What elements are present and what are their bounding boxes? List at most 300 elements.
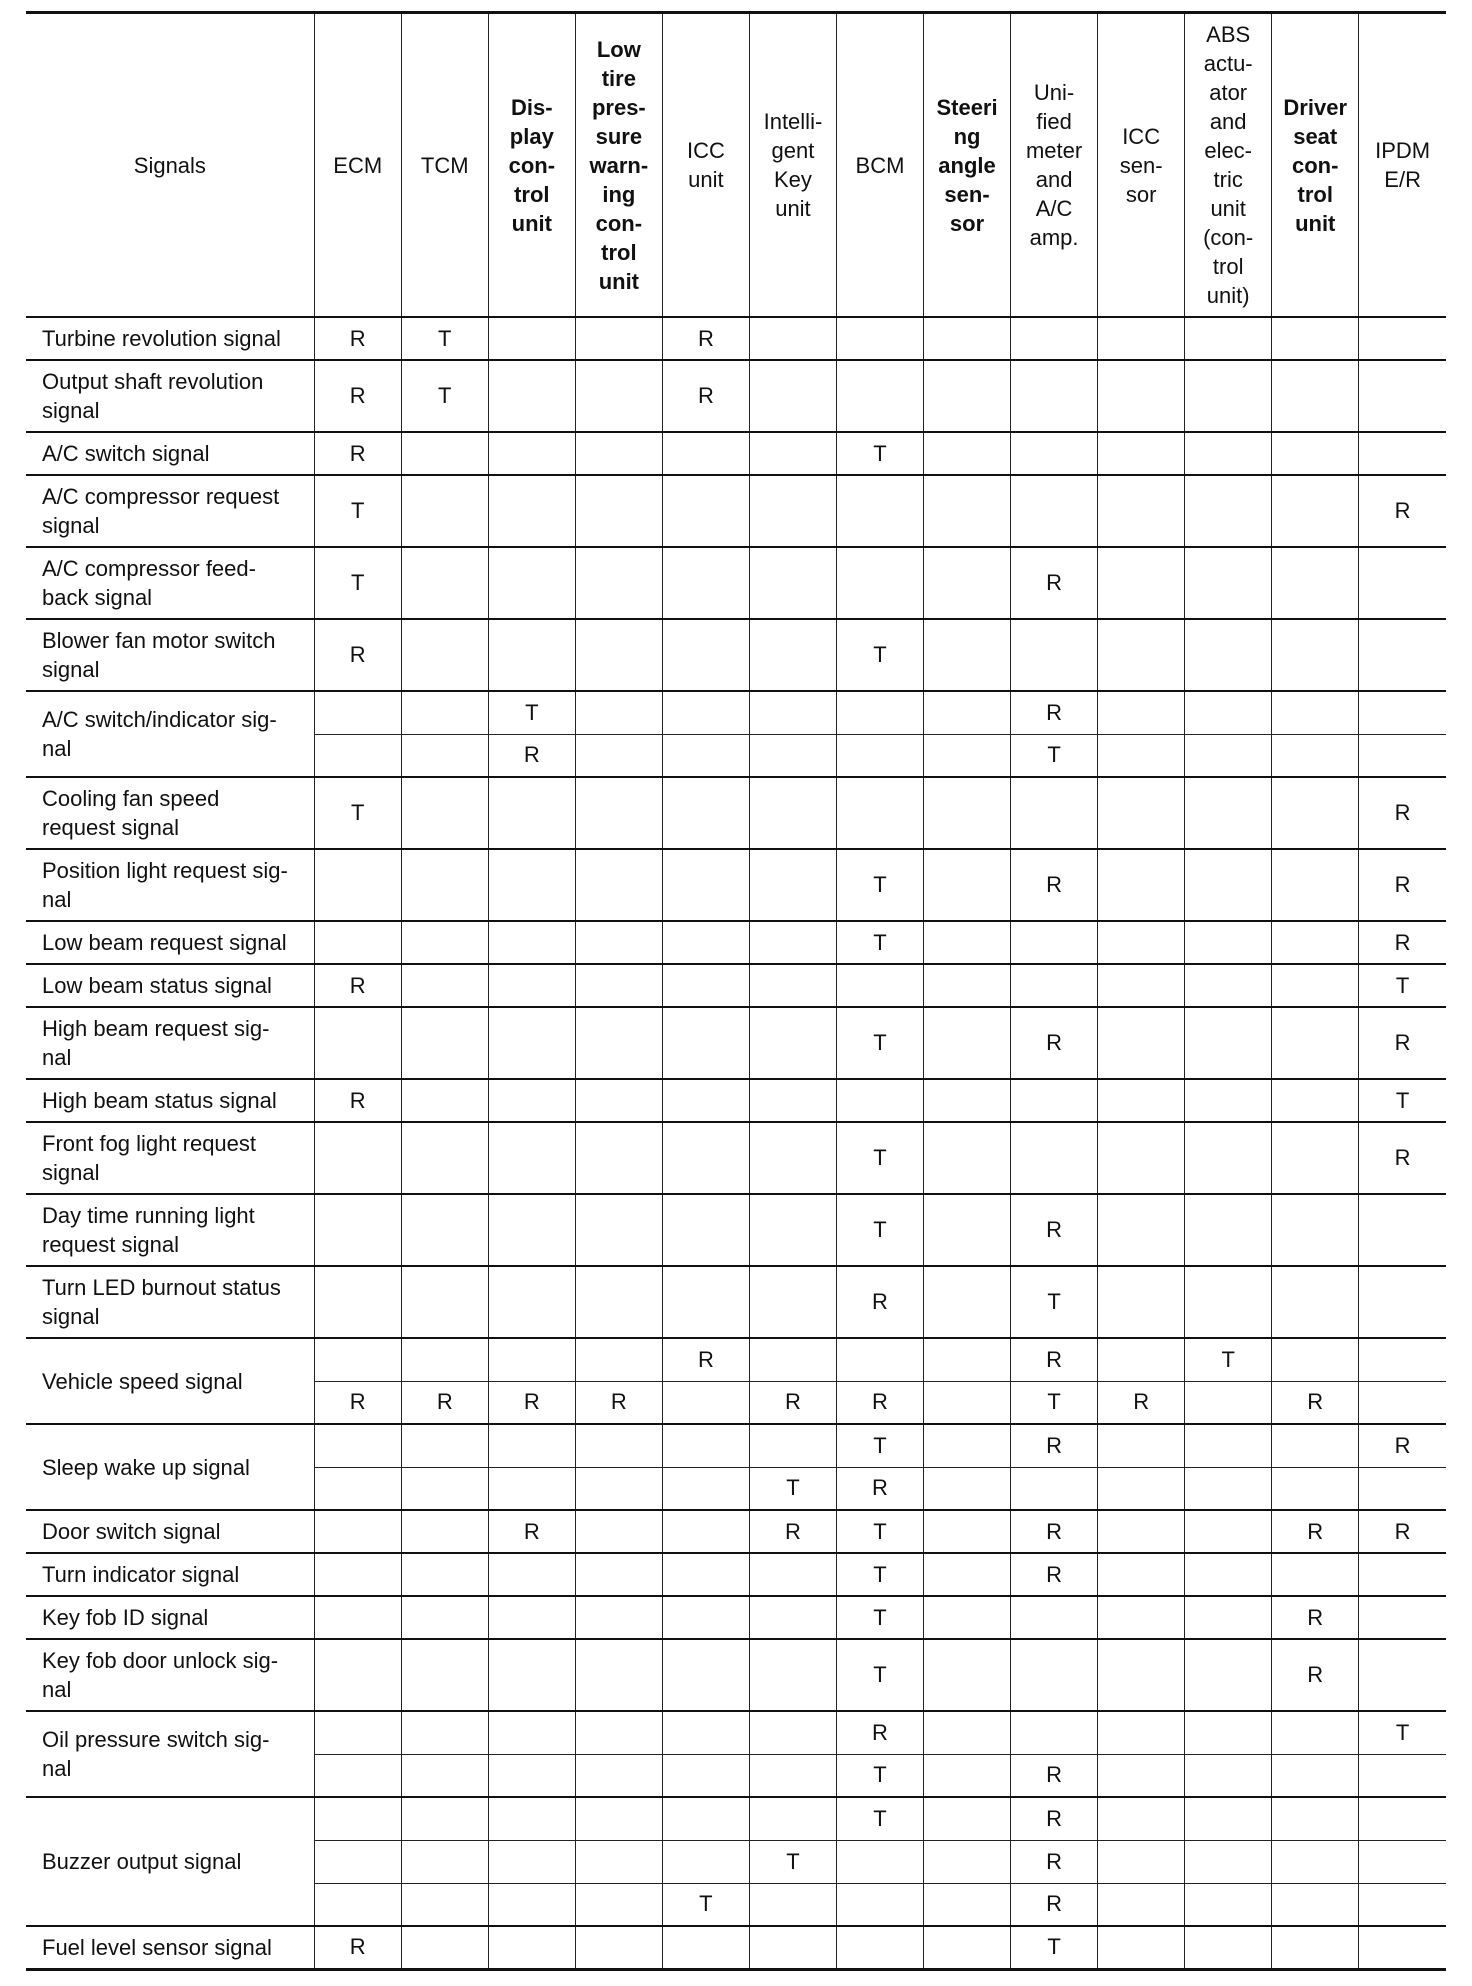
signal-cell <box>924 1596 1011 1639</box>
signal-cell <box>488 1266 575 1338</box>
signal-cell: R <box>1011 1553 1098 1596</box>
signal-cell <box>749 475 836 547</box>
signal-cell <box>924 1381 1011 1424</box>
signal-cell <box>924 1510 1011 1553</box>
signal-cell <box>575 1596 662 1639</box>
signal-cell <box>662 1754 749 1797</box>
signal-cell: T <box>836 1553 923 1596</box>
signal-cell <box>1098 849 1185 921</box>
signal-cell <box>401 1639 488 1711</box>
signal-cell <box>314 849 401 921</box>
signal-cell <box>924 1553 1011 1596</box>
table-body <box>26 317 1446 1969</box>
signal-cell <box>575 1122 662 1194</box>
signal-cell <box>488 1797 575 1840</box>
column-header: Steeri ng angle sen- sor <box>924 13 1011 318</box>
signal-cell <box>662 964 749 1007</box>
signal-cell <box>575 1754 662 1797</box>
signal-cell <box>836 777 923 849</box>
signal-cell <box>662 1926 749 1969</box>
signal-cell <box>749 619 836 691</box>
signal-cell: R <box>1359 1424 1446 1467</box>
signal-cell <box>488 921 575 964</box>
signal-cell <box>314 1639 401 1711</box>
signal-cell: T <box>314 547 401 619</box>
signal-cell <box>488 1711 575 1754</box>
signal-cell: T <box>836 1596 923 1639</box>
signal-cell <box>575 619 662 691</box>
signal-cell <box>1359 691 1446 734</box>
signal-cell <box>662 1266 749 1338</box>
signal-cell <box>924 1266 1011 1338</box>
signal-cell <box>749 360 836 432</box>
signal-cell <box>1098 1840 1185 1883</box>
signal-cell <box>836 734 923 777</box>
signal-cell <box>1272 691 1359 734</box>
signal-cell: R <box>1359 1007 1446 1079</box>
signal-cell: R <box>314 1926 401 1969</box>
signal-cell <box>1185 777 1272 849</box>
table-row <box>26 1553 1446 1596</box>
signal-cell <box>401 1840 488 1883</box>
signal-cell <box>924 1639 1011 1711</box>
table-row <box>26 777 1446 849</box>
signal-name: Oil pressure switch sig- nal <box>26 1711 314 1797</box>
signal-cell <box>401 1596 488 1639</box>
signal-cell <box>749 1424 836 1467</box>
signal-cell <box>1359 1266 1446 1338</box>
signal-cell <box>575 1424 662 1467</box>
signal-cell: R <box>488 734 575 777</box>
signal-name: Front fog light request signal <box>26 1122 314 1194</box>
signal-cell <box>1098 1797 1185 1840</box>
signal-cell: T <box>836 1754 923 1797</box>
signal-cell: R <box>1011 849 1098 921</box>
signal-cell <box>924 619 1011 691</box>
signal-cell <box>749 1797 836 1840</box>
signal-cell <box>1185 849 1272 921</box>
signal-cell <box>1272 1883 1359 1926</box>
signal-cell: R <box>662 1338 749 1381</box>
signal-cell <box>314 921 401 964</box>
signal-cell <box>401 1122 488 1194</box>
signal-cell <box>924 1079 1011 1122</box>
signal-cell: T <box>836 1510 923 1553</box>
signal-cell <box>1098 691 1185 734</box>
signal-cell <box>749 1266 836 1338</box>
signal-cell <box>488 849 575 921</box>
signal-cell: R <box>314 964 401 1007</box>
signal-cell: R <box>314 619 401 691</box>
signal-cell: R <box>488 1381 575 1424</box>
signal-cell <box>924 432 1011 475</box>
signal-cell <box>662 1381 749 1424</box>
table-row <box>26 1510 1446 1553</box>
signal-cell <box>836 691 923 734</box>
signal-cell <box>488 1754 575 1797</box>
signal-cell <box>662 1711 749 1754</box>
signal-cell <box>488 1122 575 1194</box>
signal-cell: R <box>1098 1381 1185 1424</box>
signal-cell <box>314 1007 401 1079</box>
signal-cell <box>1098 1007 1185 1079</box>
signal-name: Day time running light request signal <box>26 1194 314 1266</box>
signal-cell <box>1272 475 1359 547</box>
signal-cell <box>488 475 575 547</box>
signal-cell <box>1272 921 1359 964</box>
signal-cell <box>1098 1194 1185 1266</box>
table-row <box>26 1424 1446 1467</box>
signal-cell <box>575 691 662 734</box>
signal-cell <box>1011 777 1098 849</box>
signal-cell <box>749 1596 836 1639</box>
signal-cell <box>575 1711 662 1754</box>
signal-name: Buzzer output signal <box>26 1797 314 1926</box>
signal-cell: R <box>662 317 749 360</box>
signal-cell <box>924 1122 1011 1194</box>
signal-name: Output shaft revolution signal <box>26 360 314 432</box>
signal-cell <box>1272 1840 1359 1883</box>
signal-cell <box>575 547 662 619</box>
signals-header: Signals <box>26 13 314 318</box>
signal-cell: R <box>1359 849 1446 921</box>
signal-cell <box>1359 1381 1446 1424</box>
signal-cell <box>401 1338 488 1381</box>
signal-cell <box>662 691 749 734</box>
signal-cell <box>488 1194 575 1266</box>
signal-cell <box>1359 1338 1446 1381</box>
signal-cell <box>1185 1926 1272 1969</box>
column-header: ECM <box>314 13 401 318</box>
signal-cell: T <box>1011 734 1098 777</box>
signal-cell <box>1185 1711 1272 1754</box>
table-row <box>26 1122 1446 1194</box>
signal-cell: T <box>1359 964 1446 1007</box>
signal-cell <box>662 777 749 849</box>
table-row <box>26 1079 1446 1122</box>
signal-cell <box>662 1424 749 1467</box>
signal-cell <box>1098 1553 1185 1596</box>
signal-cell <box>1185 317 1272 360</box>
signal-cell <box>924 1338 1011 1381</box>
signal-cell <box>1185 619 1272 691</box>
can-signal-table <box>26 11 1446 1971</box>
signal-cell: R <box>836 1381 923 1424</box>
signal-name: Turbine revolution signal <box>26 317 314 360</box>
signal-cell: T <box>1011 1926 1098 1969</box>
signal-cell <box>1359 1467 1446 1510</box>
signal-cell <box>924 921 1011 964</box>
signal-cell <box>1272 317 1359 360</box>
signal-cell: T <box>836 921 923 964</box>
signal-cell: T <box>401 317 488 360</box>
signal-cell: T <box>836 1007 923 1079</box>
signal-cell: T <box>314 475 401 547</box>
signal-cell <box>1011 475 1098 547</box>
signal-cell <box>836 1840 923 1883</box>
signal-cell <box>1098 921 1185 964</box>
signal-cell <box>662 475 749 547</box>
signal-cell <box>314 1338 401 1381</box>
signal-cell: R <box>1011 1194 1098 1266</box>
signal-cell: R <box>575 1381 662 1424</box>
signal-cell <box>1272 1122 1359 1194</box>
signal-cell: R <box>1011 1754 1098 1797</box>
signal-cell <box>1011 921 1098 964</box>
signal-cell <box>1272 1266 1359 1338</box>
signal-name: Sleep wake up signal <box>26 1424 314 1510</box>
signal-cell: R <box>1272 1510 1359 1553</box>
signal-cell: T <box>1359 1711 1446 1754</box>
signal-name: Low beam request signal <box>26 921 314 964</box>
signal-cell <box>836 547 923 619</box>
table-row <box>26 1007 1446 1079</box>
signal-cell: R <box>1359 475 1446 547</box>
signal-cell <box>749 734 836 777</box>
signal-cell <box>749 1883 836 1926</box>
signal-cell <box>1098 619 1185 691</box>
column-header: ICC sen- sor <box>1098 13 1185 318</box>
signal-cell <box>488 1467 575 1510</box>
signal-cell <box>662 1553 749 1596</box>
signal-cell <box>401 1926 488 1969</box>
signal-cell <box>314 1553 401 1596</box>
signal-cell <box>1098 734 1185 777</box>
signal-cell <box>488 1639 575 1711</box>
signal-cell <box>662 1122 749 1194</box>
signal-cell <box>1272 1424 1359 1467</box>
signal-cell <box>575 1467 662 1510</box>
signal-cell <box>314 1424 401 1467</box>
signal-cell <box>1272 432 1359 475</box>
signal-cell <box>1185 1754 1272 1797</box>
column-header: Dis- play con- trol unit <box>488 13 575 318</box>
signal-cell <box>1011 1467 1098 1510</box>
signal-cell <box>1359 1194 1446 1266</box>
signal-cell <box>401 547 488 619</box>
signal-cell <box>575 1840 662 1883</box>
signal-cell <box>924 1467 1011 1510</box>
column-header: Low tire pres- sure warn- ing con- trol unit <box>575 13 662 318</box>
signal-name: A/C compressor feed- back signal <box>26 547 314 619</box>
table-row <box>26 1596 1446 1639</box>
signal-cell <box>924 475 1011 547</box>
signal-cell <box>1098 547 1185 619</box>
signal-cell <box>1185 1467 1272 1510</box>
signal-cell <box>749 317 836 360</box>
table-row <box>26 691 1446 734</box>
signal-cell <box>1272 849 1359 921</box>
signal-cell <box>575 317 662 360</box>
signal-name: A/C switch signal <box>26 432 314 475</box>
signal-cell <box>401 1266 488 1338</box>
signal-cell <box>1359 619 1446 691</box>
signal-cell <box>401 921 488 964</box>
signal-cell <box>575 1553 662 1596</box>
signal-cell: R <box>1011 1883 1098 1926</box>
signal-cell <box>1011 1122 1098 1194</box>
signal-cell <box>1272 1711 1359 1754</box>
signal-cell <box>488 1424 575 1467</box>
signal-name: Turn indicator signal <box>26 1553 314 1596</box>
signal-cell: R <box>836 1467 923 1510</box>
signal-cell <box>662 1797 749 1840</box>
signal-cell <box>662 619 749 691</box>
column-header: BCM <box>836 13 923 318</box>
signal-name: A/C switch/indicator sig- nal <box>26 691 314 777</box>
signal-cell <box>1185 1266 1272 1338</box>
signal-cell <box>662 432 749 475</box>
signal-cell <box>924 1754 1011 1797</box>
signal-cell <box>1185 1079 1272 1122</box>
signal-cell <box>575 1007 662 1079</box>
signal-cell: R <box>1359 1510 1446 1553</box>
table-row <box>26 475 1446 547</box>
signal-cell: R <box>1011 547 1098 619</box>
signal-cell <box>488 777 575 849</box>
signal-cell <box>314 1754 401 1797</box>
signal-cell: T <box>401 360 488 432</box>
signal-cell <box>1359 547 1446 619</box>
signal-cell <box>1098 1467 1185 1510</box>
signal-cell <box>401 475 488 547</box>
column-header: ABS actu- ator and elec- tric unit (con- trol unit) <box>1185 13 1272 318</box>
signal-cell <box>1359 1883 1446 1926</box>
signal-cell <box>1185 1553 1272 1596</box>
signal-cell <box>1098 1711 1185 1754</box>
signal-cell <box>1011 360 1098 432</box>
signal-name: Turn LED burnout status signal <box>26 1266 314 1338</box>
signal-cell <box>488 1883 575 1926</box>
signal-cell <box>488 360 575 432</box>
signal-cell <box>314 734 401 777</box>
signal-cell <box>488 1840 575 1883</box>
signal-cell <box>401 691 488 734</box>
signal-cell: R <box>1011 691 1098 734</box>
signal-cell: R <box>1359 921 1446 964</box>
signal-cell <box>749 691 836 734</box>
signal-cell <box>575 849 662 921</box>
signal-cell: R <box>488 1510 575 1553</box>
signal-cell <box>924 1840 1011 1883</box>
signal-cell <box>1272 1007 1359 1079</box>
signal-cell <box>401 777 488 849</box>
signal-cell <box>662 734 749 777</box>
signal-cell <box>749 1926 836 1969</box>
table-row <box>26 1926 1446 1969</box>
signal-cell <box>401 1754 488 1797</box>
signal-cell <box>1272 1338 1359 1381</box>
signal-cell <box>401 1194 488 1266</box>
signal-name: Key fob door unlock sig- nal <box>26 1639 314 1711</box>
signal-cell <box>836 360 923 432</box>
signal-cell <box>749 1711 836 1754</box>
signal-cell <box>1185 921 1272 964</box>
table-row <box>26 1266 1446 1338</box>
signal-cell <box>1185 1596 1272 1639</box>
signal-cell <box>924 1883 1011 1926</box>
signal-cell <box>749 1007 836 1079</box>
signal-name: Door switch signal <box>26 1510 314 1553</box>
signal-cell <box>1011 619 1098 691</box>
signal-cell <box>314 1711 401 1754</box>
signal-cell <box>1185 1840 1272 1883</box>
signal-cell: T <box>836 432 923 475</box>
signal-cell <box>1272 734 1359 777</box>
table-row <box>26 547 1446 619</box>
signal-cell: T <box>836 1797 923 1840</box>
signal-cell <box>488 1596 575 1639</box>
signal-cell <box>1359 317 1446 360</box>
signal-cell <box>836 964 923 1007</box>
signal-cell <box>662 547 749 619</box>
signal-cell <box>1359 1926 1446 1969</box>
signal-cell <box>1272 1926 1359 1969</box>
signal-cell <box>1185 547 1272 619</box>
signal-cell <box>1359 1596 1446 1639</box>
signal-cell: R <box>314 1079 401 1122</box>
signal-cell <box>575 1926 662 1969</box>
signal-cell <box>836 1883 923 1926</box>
signal-cell <box>1185 1424 1272 1467</box>
signal-cell <box>1185 1007 1272 1079</box>
table-row <box>26 1711 1446 1754</box>
signal-cell <box>1185 360 1272 432</box>
signal-cell <box>314 1266 401 1338</box>
signal-cell <box>401 1424 488 1467</box>
signal-cell <box>924 1424 1011 1467</box>
signal-cell <box>924 1194 1011 1266</box>
signal-cell <box>314 1797 401 1840</box>
signal-cell <box>749 1639 836 1711</box>
signal-cell <box>924 1926 1011 1969</box>
signal-name: Fuel level sensor signal <box>26 1926 314 1969</box>
signal-cell <box>662 1079 749 1122</box>
signal-name: Cooling fan speed request signal <box>26 777 314 849</box>
table-row <box>26 619 1446 691</box>
signal-cell <box>488 1079 575 1122</box>
signal-cell <box>401 1079 488 1122</box>
signal-cell <box>575 432 662 475</box>
signal-cell <box>1098 1883 1185 1926</box>
signal-cell <box>662 1596 749 1639</box>
table-row <box>26 921 1446 964</box>
signal-cell <box>1185 734 1272 777</box>
signal-cell <box>401 619 488 691</box>
signal-cell: R <box>1359 1122 1446 1194</box>
signal-cell: R <box>1011 1510 1098 1553</box>
signal-cell: T <box>749 1467 836 1510</box>
signal-cell <box>1272 964 1359 1007</box>
signal-cell <box>1185 691 1272 734</box>
signal-cell: R <box>401 1381 488 1424</box>
signal-cell <box>749 1553 836 1596</box>
signal-cell <box>575 1797 662 1840</box>
signal-cell <box>314 1840 401 1883</box>
signal-cell <box>1011 432 1098 475</box>
table-row <box>26 432 1446 475</box>
column-header: TCM <box>401 13 488 318</box>
signal-cell: R <box>1011 1840 1098 1883</box>
signal-cell: T <box>1359 1079 1446 1122</box>
signal-cell <box>1359 1553 1446 1596</box>
signal-cell <box>924 777 1011 849</box>
signal-cell <box>401 1007 488 1079</box>
signal-name: Low beam status signal <box>26 964 314 1007</box>
signal-cell: R <box>314 432 401 475</box>
signal-cell <box>401 1553 488 1596</box>
signal-cell <box>488 964 575 1007</box>
